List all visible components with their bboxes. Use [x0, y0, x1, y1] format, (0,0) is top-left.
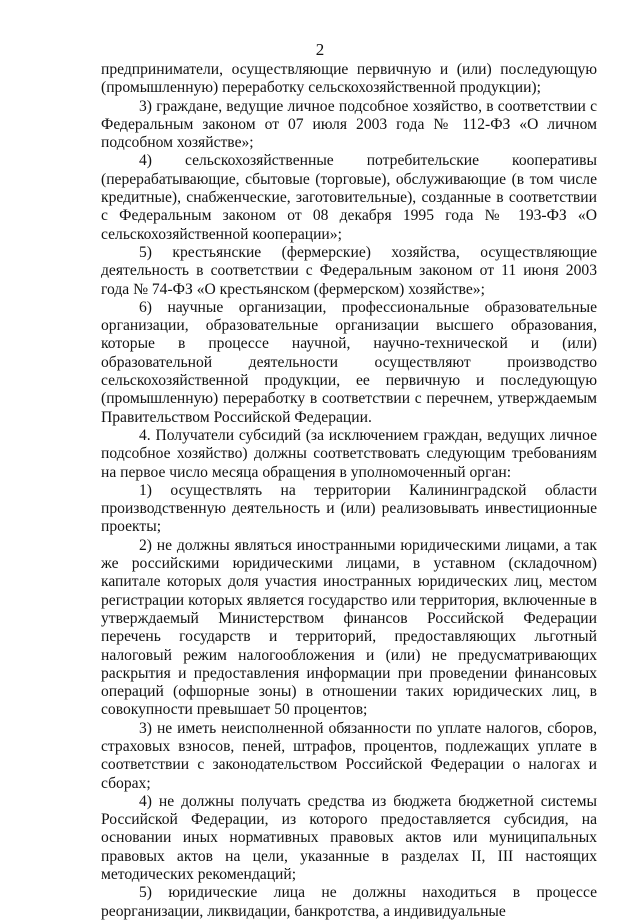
paragraph-item-4: 4) сельскохозяйственные потребительские кооперативы (перерабатывающие, сбытовые (торговые), обслуживающие (в том числе кредитные), снабженческие, заготовительные), созданные в соответствии с Федеральным законом от 08 декабря 1995 года № 193-ФЗ «О сельскохозяйственной кооперации»;	[101, 152, 597, 243]
paragraph-requirement-3: 3) не иметь неисполненной обязанности по уплате налогов, сборов, страховых взносов, пеней, штрафов, процентов, подлежащих уплате в соответствии с законодательством Российской Федерации о налогах и сборах;	[101, 719, 597, 792]
paragraph-requirement-4: 4) не должны получать средства из бюджета бюджетной системы Российской Федерации, из которого предоставляется субсидия, на основании иных нормативных правовых актов или муниципальных правовых актов на цели, указанные в разделах II, III настоящих методических рекомендаций;	[101, 792, 597, 884]
paragraph-requirement-5: 5) юридические лица не должны находиться в процессе реорганизации, ликвидации, банкротства, а индивидуальные	[101, 884, 597, 920]
page-number: 2	[315, 40, 325, 59]
document-body	[101, 61, 597, 921]
paragraph-requirement-2: 2) не должны являться иностранными юридическими лицами, а так же российскими юридическими лицами, в уставном (складочном) капитале которых доля участия иностранных юридических лиц, местом регистрации которых является государство или территория, включенные в утверждаемый Министерством финансов Российской Федерации перечень государств и территорий, предоставляющих льготный налоговый режим налогообложения и (или) не предусматривающих раскрытия и предоставления информации при проведении финансовых операций (офшорные зоны) в отношении таких юридических лиц, в совокупности превышает 50 процентов;	[101, 536, 597, 719]
paragraph-item-5: 5) крестьянские (фермерские) хозяйства, осуществляющие деятельность в соответствии с Федеральным законом от 11 июня 2003 года № 74-ФЗ «О крестьянском (фермерском) хозяйстве»;	[101, 243, 597, 298]
paragraph-section-4: 4. Получатели субсидий (за исключением граждан, ведущих личное подсобное хозяйство) должны соответствовать следующим требованиям на первое число месяца обращения в уполномоченный орган:	[101, 426, 597, 481]
paragraph-continuation: предприниматели, осуществляющие первичную и (или) последующую (промышленную) переработку сельскохозяйственной продукции);	[101, 61, 597, 97]
paragraph-item-3: 3) граждане, ведущие личное подсобное хозяйство, в соответствии с Федеральным законом от 07 июля 2003 года № 112-ФЗ «О личном подсобном хозяйстве»;	[101, 97, 597, 152]
paragraph-requirement-1: 1) осуществлять на территории Калининградской области производственную деятельность и (или) реализовывать инвестиционные проекты;	[101, 481, 597, 536]
paragraph-item-6: 6) научные организации, профессиональные образовательные организации, образовательные организации высшего образования, которые в процессе научной, научно-технической и (или) образовательной деятельности осуществляют производство сельскохозяйственной продукции, ее первичную и последующую (промышленную) переработку в соответствии с перечнем, утверждаемым Правительством Российской Федерации.	[101, 298, 597, 426]
